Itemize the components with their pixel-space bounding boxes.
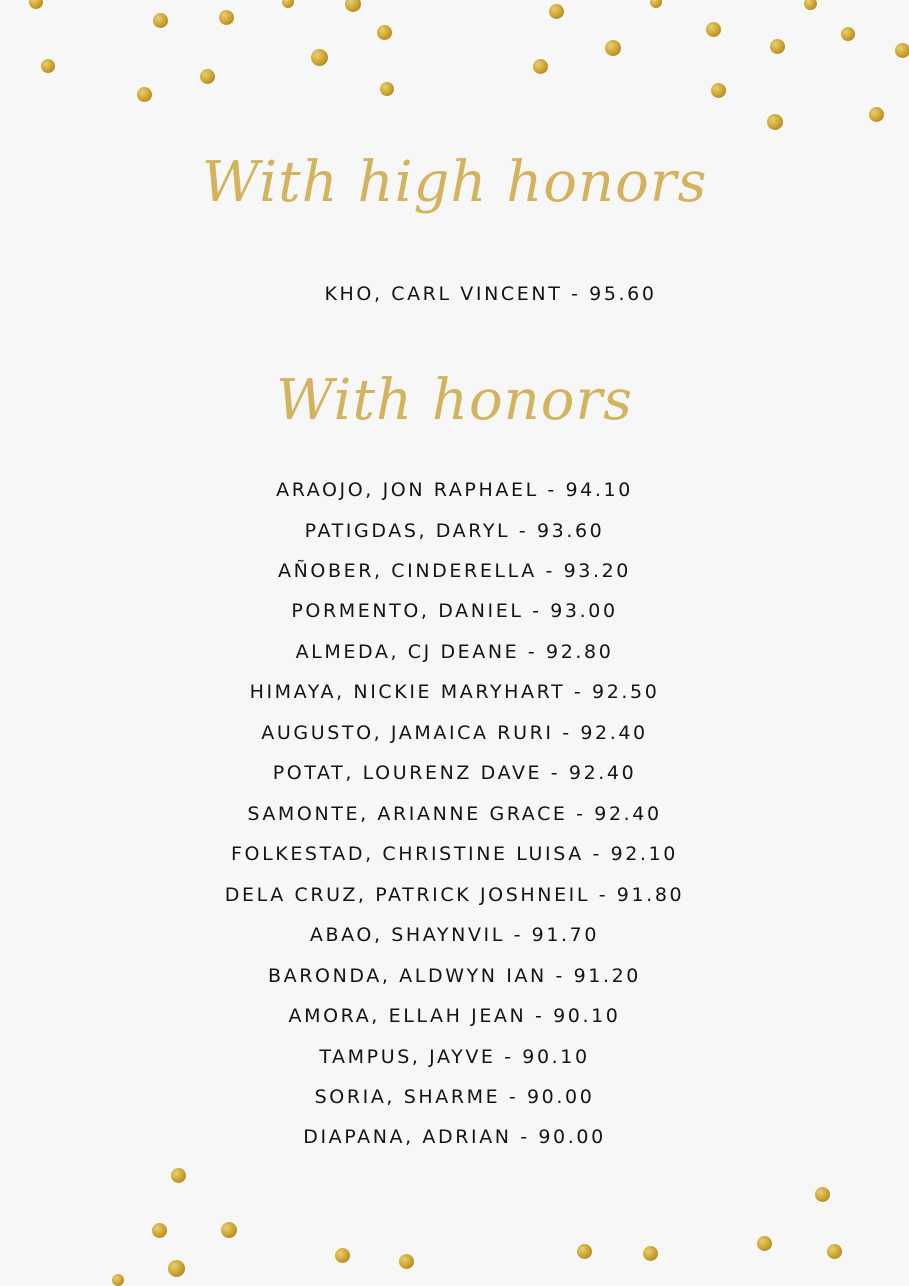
confetti-dot (650, 0, 662, 8)
confetti-dot (841, 27, 855, 41)
confetti-dot (770, 39, 785, 54)
confetti-dot (706, 22, 721, 37)
confetti-dot (311, 49, 328, 66)
confetti-dot (533, 59, 548, 74)
honors-title: With honors (0, 368, 909, 433)
confetti-dot (221, 1222, 237, 1238)
confetti-dot (380, 82, 394, 96)
confetti-dot (767, 114, 783, 130)
list-item: AUGUSTO, JAMAICA RURI - 92.40 (0, 722, 909, 744)
list-item: PORMENTO, DANIEL - 93.00 (0, 600, 909, 622)
confetti-dot (153, 13, 168, 28)
list-item: POTAT, LOURENZ DAVE - 92.40 (0, 762, 909, 784)
confetti-dot (549, 4, 564, 19)
confetti-dot (219, 10, 234, 25)
confetti-dot (282, 0, 294, 8)
confetti-dot (577, 1244, 592, 1259)
list-item: TAMPUS, JAYVE - 90.10 (0, 1046, 909, 1068)
confetti-dot (171, 1168, 186, 1183)
confetti-dot (827, 1244, 842, 1259)
high-honors-title: With high honors (0, 150, 909, 215)
list-item: PATIGDAS, DARYL - 93.60 (0, 520, 909, 542)
list-item: HIMAYA, NICKIE MARYHART - 92.50 (0, 681, 909, 703)
confetti-dot (29, 0, 43, 9)
list-item: SORIA, SHARME - 90.00 (0, 1086, 909, 1108)
list-item: DELA CRUZ, PATRICK JOSHNEIL - 91.80 (0, 884, 909, 906)
confetti-dot (200, 69, 215, 84)
confetti-dot (815, 1187, 830, 1202)
confetti-dot (137, 87, 152, 102)
list-item: ABAO, SHAYNVIL - 91.70 (0, 924, 909, 946)
confetti-dot (711, 83, 726, 98)
list-item: FOLKESTAD, CHRISTINE LUISA - 92.10 (0, 843, 909, 865)
confetti-dot (895, 43, 909, 58)
list-item: AÑOBER, CINDERELLA - 93.20 (0, 560, 909, 582)
confetti-dot (869, 107, 884, 122)
confetti-dot (804, 0, 817, 10)
list-item: KHO, CARL VINCENT - 95.60 (0, 283, 909, 305)
confetti-dot (345, 0, 361, 12)
confetti-dot (112, 1274, 124, 1286)
confetti-dot (643, 1246, 658, 1261)
confetti-dot (757, 1236, 772, 1251)
confetti-dot (605, 40, 621, 56)
list-item: DIAPANA, ADRIAN - 90.00 (0, 1126, 909, 1148)
list-item: ARAOJO, JON RAPHAEL - 94.10 (0, 479, 909, 501)
confetti-dot (377, 25, 392, 40)
list-item: SAMONTE, ARIANNE GRACE - 92.40 (0, 803, 909, 825)
confetti-dot (152, 1223, 167, 1238)
confetti-dot (399, 1254, 414, 1269)
confetti-dot (168, 1260, 185, 1277)
list-item: AMORA, ELLAH JEAN - 90.10 (0, 1005, 909, 1027)
list-item: BARONDA, ALDWYN IAN - 91.20 (0, 965, 909, 987)
list-item: ALMEDA, CJ DEANE - 92.80 (0, 641, 909, 663)
confetti-dot (335, 1248, 350, 1263)
confetti-dot (41, 59, 55, 73)
